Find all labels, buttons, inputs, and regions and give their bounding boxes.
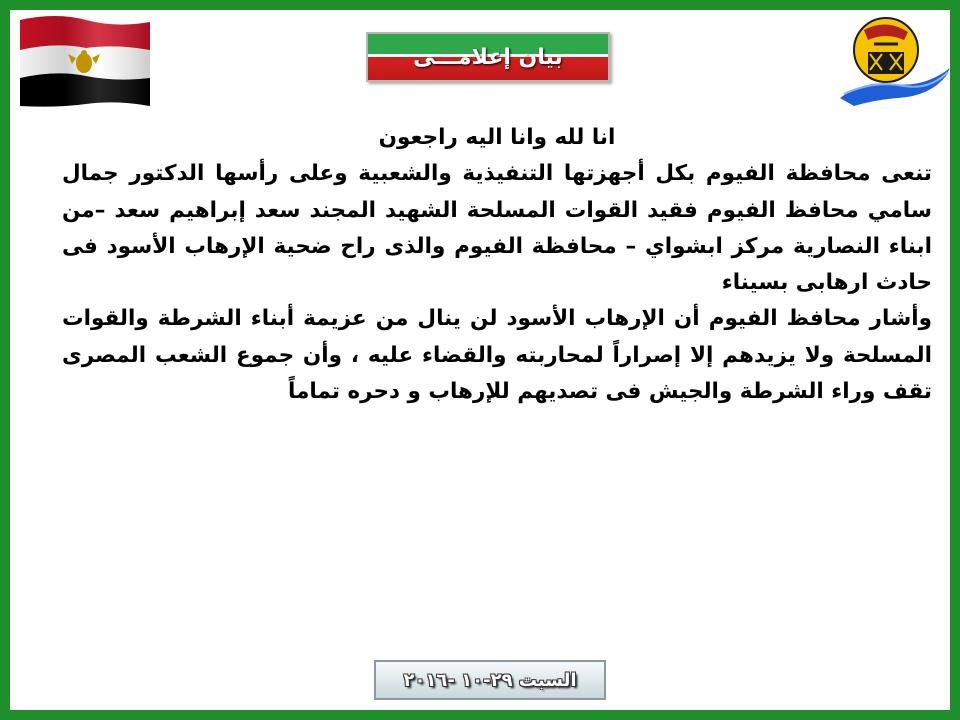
page-frame — [10, 10, 950, 710]
statement-date: السبت ٢٩-١٠ -٢٠١٦ — [403, 669, 577, 691]
egypt-flag-icon — [16, 14, 154, 110]
condolence-heading: انا لله وانا اليه راجعون — [378, 125, 616, 150]
statement-text — [62, 120, 932, 410]
date-box — [374, 660, 606, 700]
governorate-logo-icon — [834, 10, 954, 108]
media-statement-banner — [366, 32, 610, 82]
statement-paragraph-2: وأشار محافظ الفيوم أن الإرهاب الأسود لن ينال من عزيمة أبناء الشرطة والقوات المسلحة ولا يزيدهم إلا إصراراً لمحاربته والقضاء عليه ، وأن جموع الشعب المصرى تقف وراء الشرطة والجيش فى تصديهم للإرهاب و دحره تماماً — [62, 306, 932, 405]
banner-title: بيان إعلامـــى — [413, 44, 563, 70]
statement-paragraph-1: تنعى محافظة الفيوم بكل أجهزتها التنفيذية والشعبية وعلى رأسها الدكتور جمال سامي محافظ الفيوم فقيد القوات المسلحة الشهيد المجند سعد إبراهيم سعد –من ابناء النصارية مركز ابشواي – محافظة الفيوم والذى راح ضحية الإرهاب الأسود فى حادث ارهابى بسيناء — [62, 161, 932, 296]
